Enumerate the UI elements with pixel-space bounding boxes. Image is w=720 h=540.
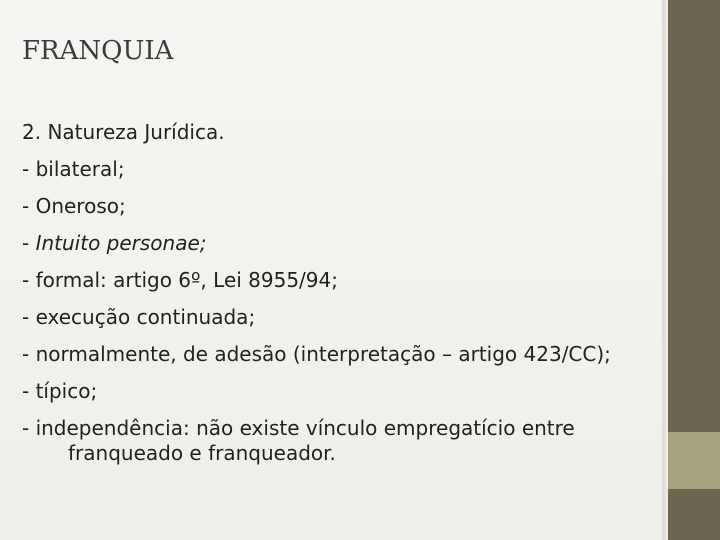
list-item [22, 225, 682, 262]
list-item-text: Intuito personae; [35, 231, 207, 255]
list-item-dash: - [22, 342, 36, 366]
list-item [22, 151, 682, 188]
list-item-text: normalmente, de adesão (interpretação – artigo 423/CC); [35, 342, 611, 366]
list-item [22, 373, 682, 410]
list-item [22, 299, 682, 336]
slide-body [22, 114, 682, 465]
slide-title: FRANQUIA [22, 36, 174, 66]
list-item-dash: - [22, 379, 36, 403]
list-item-text: típico; [35, 379, 98, 403]
list-item [22, 336, 682, 373]
list-item [22, 262, 682, 299]
list-item-dash: - [22, 268, 36, 292]
list-item-dash: - [22, 305, 36, 329]
list-item-text: bilateral; [35, 157, 125, 181]
list-item-dash: - [22, 416, 36, 440]
list-item-text: independência: não existe vínculo empregatício entre [35, 416, 575, 440]
list-item-continuation: franqueado e franqueador. [68, 441, 336, 465]
list-item-text: Oneroso; [35, 194, 126, 218]
list-item-text: formal: artigo 6º, Lei 8955/94; [35, 268, 338, 292]
list-item-dash: - [22, 194, 36, 218]
section-heading: 2. Natureza Jurídica. [22, 120, 225, 144]
list-item-text: execução continuada; [35, 305, 256, 329]
list-item-dash: - [22, 157, 36, 181]
list-item-dash: - [22, 231, 36, 255]
list-item [22, 188, 682, 225]
